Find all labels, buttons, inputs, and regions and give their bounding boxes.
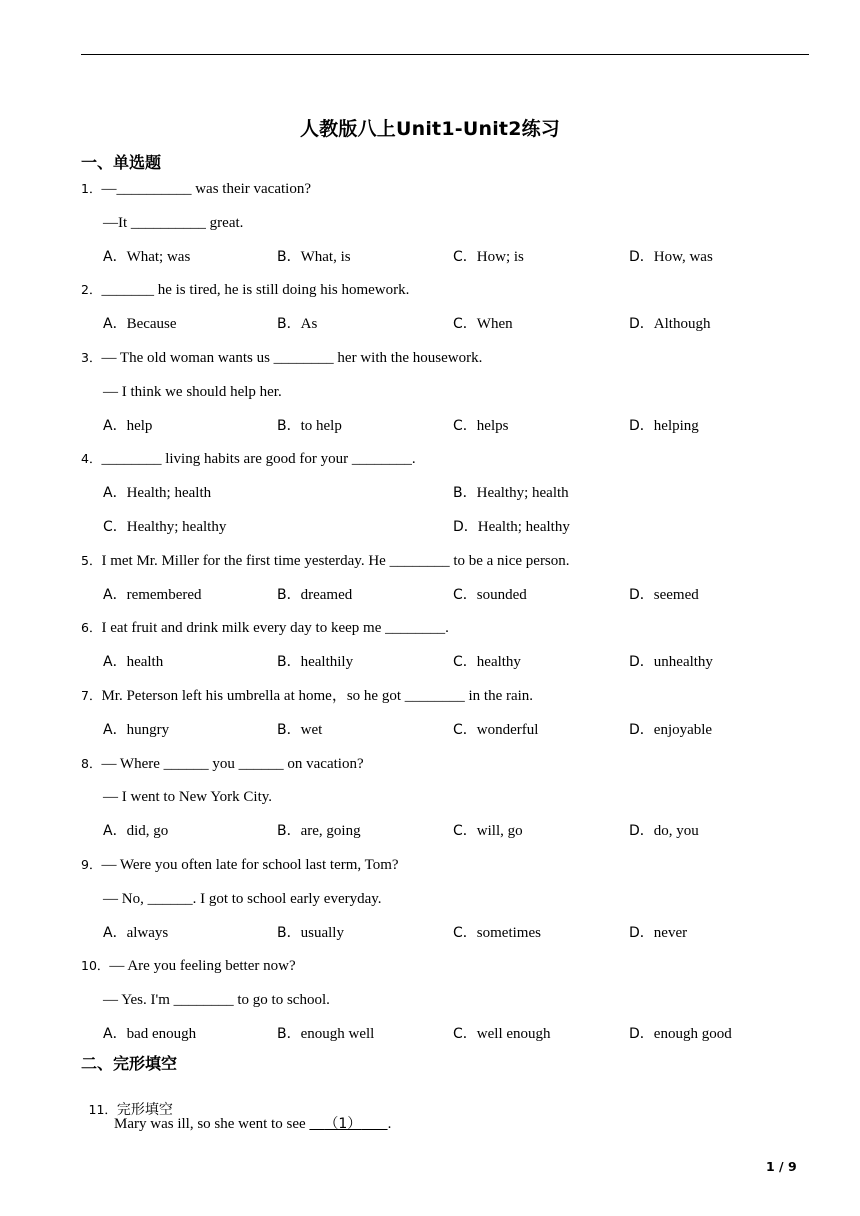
question-stem — [81, 956, 296, 976]
option-letter: B． — [277, 823, 301, 839]
option-text: remembered — [126, 587, 202, 603]
question-text: — The old woman wants us ________ her with the housework. — [101, 350, 483, 366]
option-letter: C． — [453, 1026, 477, 1042]
option-text: Healthy; health — [476, 485, 569, 501]
option-text: hungry — [126, 722, 170, 738]
option-d[interactable] — [629, 652, 713, 672]
option-letter: D． — [453, 519, 478, 535]
option-text: never — [653, 925, 688, 941]
option-letter: C． — [453, 418, 477, 434]
option-b[interactable] — [277, 416, 342, 436]
question-stem — [81, 855, 399, 875]
option-d[interactable] — [629, 416, 699, 436]
option-text: Health; healthy — [477, 519, 570, 535]
question-stem — [81, 618, 449, 638]
option-letter: C． — [453, 925, 477, 941]
question-text: ________ living habits are good for your ________. — [101, 451, 416, 467]
question-text: — Where ______ you ______ on vacation? — [101, 756, 364, 772]
option-text: What; was — [126, 249, 191, 265]
option-d[interactable] — [629, 821, 699, 841]
option-b[interactable] — [277, 923, 344, 943]
option-b[interactable] — [277, 247, 351, 267]
option-letter: C． — [103, 519, 127, 535]
option-text: As — [300, 316, 318, 332]
option-letter: C． — [453, 722, 477, 738]
option-text: helps — [476, 418, 509, 434]
option-letter: B． — [277, 249, 301, 265]
question-text: — Were you often late for school last term, Tom? — [101, 857, 399, 873]
option-c[interactable] — [453, 416, 508, 436]
option-letter: B． — [277, 722, 301, 738]
option-letter: D． — [629, 418, 654, 434]
question-text: I eat fruit and drink milk every day to keep me ________. — [101, 620, 449, 636]
option-text: sounded — [476, 587, 527, 603]
question-dialogue-line — [103, 990, 330, 1010]
option-text: sometimes — [476, 925, 541, 941]
option-letter: A． — [103, 925, 127, 941]
option-d[interactable] — [629, 1024, 732, 1044]
question-number: 10． — [81, 958, 110, 973]
option-letter: A． — [103, 722, 127, 738]
option-b[interactable] — [277, 1024, 374, 1044]
option-text: will, go — [476, 823, 523, 839]
cloze-blank-1[interactable]: （1） — [324, 1116, 362, 1132]
option-letter: D． — [629, 654, 654, 670]
question-number: 9． — [81, 857, 102, 872]
question-text: —It __________ great. — [103, 215, 244, 231]
option-text: Healthy; healthy — [126, 519, 227, 535]
option-a[interactable] — [103, 1024, 196, 1044]
option-letter: A． — [103, 418, 127, 434]
option-letter: C． — [453, 316, 477, 332]
question-text: — Yes. I'm ________ to go to school. — [103, 992, 330, 1008]
question-stem — [81, 754, 364, 774]
cloze-passage-line: Mary was ill, so she went to see （1） . — [114, 1116, 392, 1132]
question-text: — No, ______. I got to school early everyday. — [103, 891, 382, 907]
question-number: 7． — [81, 688, 102, 703]
question-stem — [81, 280, 409, 300]
option-text: well enough — [476, 1026, 551, 1042]
option-b[interactable] — [277, 821, 361, 841]
question-text: — Are you feeling better now? — [109, 958, 296, 974]
question-stem — [81, 179, 311, 199]
option-text: are, going — [300, 823, 361, 839]
option-text: did, go — [126, 823, 169, 839]
question-stem — [81, 348, 482, 368]
option-c[interactable] — [453, 821, 523, 841]
option-b[interactable] — [277, 652, 353, 672]
question-number: 5． — [81, 553, 102, 568]
option-text: Because — [126, 316, 177, 332]
option-text: enough good — [653, 1026, 732, 1042]
question-text: _______ he is tired, he is still doing his homework. — [101, 282, 410, 298]
section-heading-single-choice: 一、单选题 — [81, 153, 162, 172]
question-number: 4． — [81, 451, 102, 466]
option-a[interactable] — [103, 314, 177, 334]
option-c[interactable] — [453, 923, 541, 943]
option-letter: A． — [103, 485, 127, 501]
option-a[interactable] — [103, 247, 190, 267]
question-number: 11． — [88, 1102, 117, 1117]
option-text: What, is — [300, 249, 351, 265]
option-text: to help — [300, 418, 342, 434]
option-letter: D． — [629, 823, 654, 839]
option-b[interactable] — [277, 585, 352, 605]
option-c[interactable] — [103, 517, 226, 537]
option-c[interactable] — [453, 720, 538, 740]
option-a[interactable] — [103, 923, 168, 943]
question-text: — I think we should help her. — [103, 384, 282, 400]
option-letter: D． — [629, 722, 654, 738]
question-number: 6． — [81, 620, 102, 635]
option-c[interactable] — [453, 652, 521, 672]
option-a[interactable] — [103, 585, 202, 605]
option-c[interactable] — [453, 585, 527, 605]
question-dialogue-line — [103, 889, 382, 909]
cloze-text: Mary was ill, so she went to see — [114, 1116, 310, 1132]
option-text: usually — [300, 925, 344, 941]
option-letter: B． — [453, 485, 477, 501]
question-number: 1． — [81, 181, 102, 196]
page-number: 1 / 9 — [766, 1159, 797, 1174]
option-b[interactable] — [277, 720, 322, 740]
option-text: wet — [300, 722, 323, 738]
option-text: How; is — [476, 249, 524, 265]
option-letter: D． — [629, 316, 654, 332]
option-d[interactable] — [453, 517, 570, 537]
option-letter: D． — [629, 587, 654, 603]
option-letter: C． — [453, 249, 477, 265]
option-text: Health; health — [126, 485, 212, 501]
question-stem — [81, 551, 570, 571]
question-text: I met Mr. Miller for the first time yesterday. He ________ to be a nice person. — [101, 553, 570, 569]
question-number: 8． — [81, 756, 102, 771]
question-number: 2． — [81, 282, 102, 297]
option-a[interactable] — [103, 483, 211, 503]
option-d[interactable] — [629, 314, 710, 334]
option-letter: A． — [103, 823, 127, 839]
option-a[interactable] — [103, 652, 163, 672]
option-d[interactable] — [629, 585, 699, 605]
question-dialogue-line — [103, 787, 272, 807]
option-text: How, was — [653, 249, 713, 265]
option-letter: A． — [103, 249, 127, 265]
option-text: unhealthy — [653, 654, 713, 670]
option-text: enough well — [300, 1026, 375, 1042]
cloze-label: 完形填空 — [116, 1102, 173, 1118]
option-text: do, you — [653, 823, 699, 839]
option-letter: B． — [277, 587, 301, 603]
question-text: —__________ was their vacation? — [101, 181, 311, 197]
page-title: 人教版八上Unit1-Unit2练习 — [299, 118, 561, 140]
option-text: enjoyable — [653, 722, 713, 738]
option-d[interactable] — [629, 720, 712, 740]
option-text: seemed — [653, 587, 699, 603]
option-letter: C． — [453, 823, 477, 839]
option-b[interactable] — [453, 483, 569, 503]
option-letter: C． — [453, 587, 477, 603]
option-text: help — [126, 418, 153, 434]
option-d[interactable] — [629, 923, 687, 943]
option-c[interactable] — [453, 314, 513, 334]
option-letter: B． — [277, 418, 301, 434]
option-c[interactable] — [453, 1024, 551, 1044]
option-a[interactable] — [103, 720, 169, 740]
option-c[interactable] — [453, 247, 524, 267]
option-text: bad enough — [126, 1026, 197, 1042]
option-text: healthily — [300, 654, 354, 670]
option-text: health — [126, 654, 164, 670]
option-text: helping — [653, 418, 699, 434]
option-letter: A． — [103, 316, 127, 332]
option-letter: A． — [103, 654, 127, 670]
option-text: healthy — [476, 654, 521, 670]
option-b[interactable] — [277, 314, 317, 334]
section-heading-cloze: 二、完形填空 — [81, 1054, 178, 1073]
question-dialogue-line — [103, 213, 243, 233]
question-number: 3． — [81, 350, 102, 365]
option-text: always — [126, 925, 169, 941]
option-text: dreamed — [300, 587, 353, 603]
option-text: Although — [653, 316, 711, 332]
option-letter: A． — [103, 1026, 127, 1042]
option-letter: D． — [629, 925, 654, 941]
question-text: Mr. Peterson left his umbrella at home，so he got ________ in the rain. — [101, 688, 534, 704]
question-stem — [81, 449, 416, 469]
option-letter: B． — [277, 316, 301, 332]
option-letter: A． — [103, 587, 127, 603]
option-a[interactable] — [103, 416, 152, 436]
option-letter: B． — [277, 925, 301, 941]
option-letter: D． — [629, 1026, 654, 1042]
question-dialogue-line — [103, 382, 282, 402]
question-text: — I went to New York City. — [103, 789, 273, 805]
question-stem — [81, 686, 533, 706]
option-letter: C． — [453, 654, 477, 670]
header-rule — [81, 54, 809, 55]
option-letter: B． — [277, 1026, 301, 1042]
option-letter: D． — [629, 249, 654, 265]
option-text: wonderful — [476, 722, 539, 738]
option-text: When — [476, 316, 513, 332]
option-d[interactable] — [629, 247, 713, 267]
option-a[interactable] — [103, 821, 168, 841]
option-letter: B． — [277, 654, 301, 670]
